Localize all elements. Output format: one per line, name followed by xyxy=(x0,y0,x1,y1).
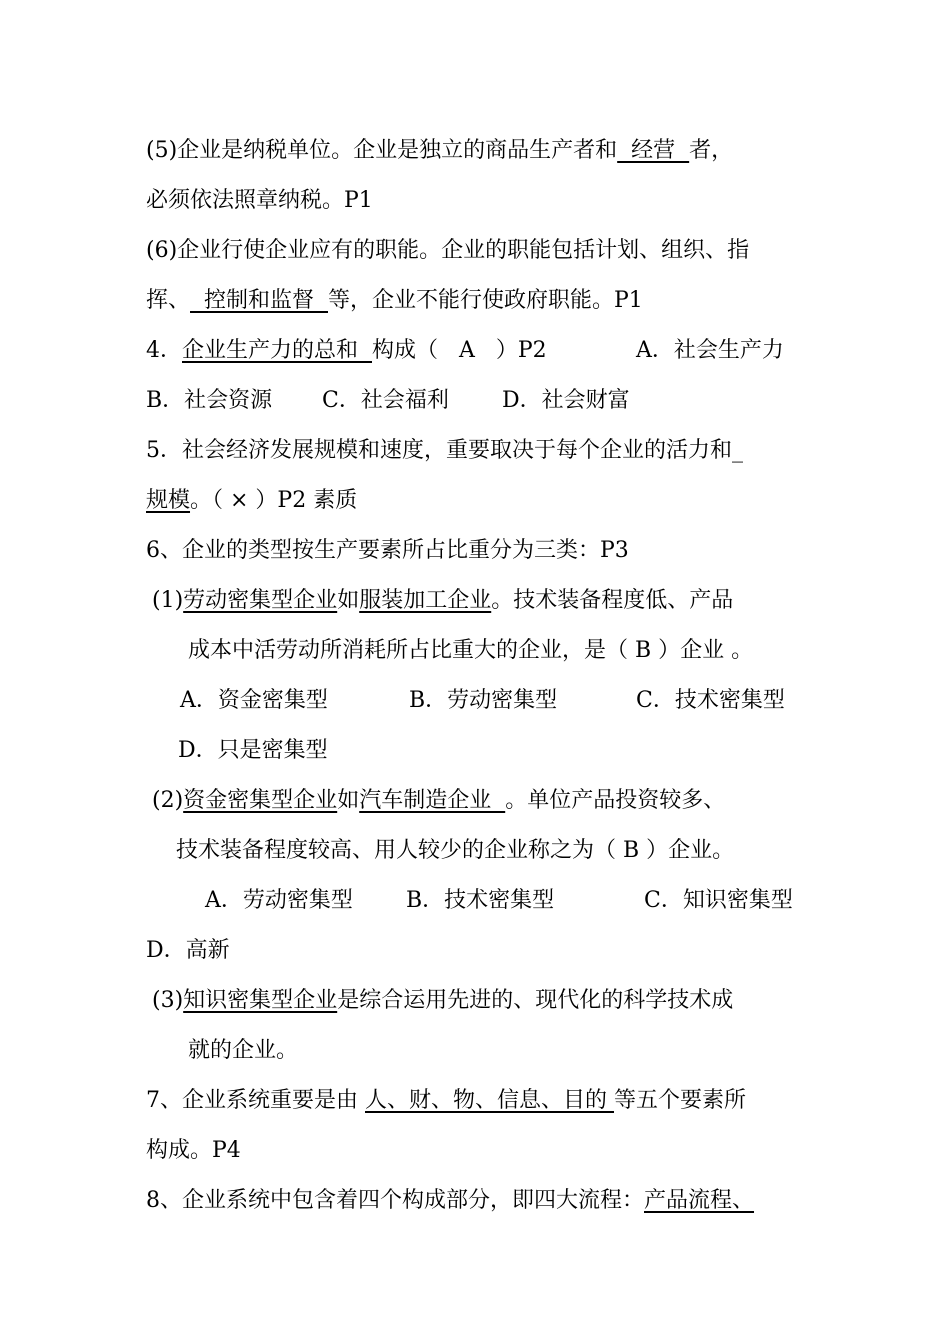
text-line xyxy=(0,184,950,218)
underlined-answer: 经营 xyxy=(617,138,690,163)
text-segment: 必须依法照章纳税。P1 xyxy=(146,188,373,213)
text-segment: 6、企业的类型按生产要素所占比重分为三类：P3 xyxy=(146,538,629,563)
text-line xyxy=(0,1084,950,1118)
text-segment: 等五个要素所 xyxy=(614,1088,747,1113)
text-segment: 8、企业系统中包含着四个构成部分，即四大流程： xyxy=(146,1188,644,1213)
text-segment: (3) xyxy=(152,988,184,1013)
text-line xyxy=(0,684,950,718)
text-line xyxy=(0,984,950,1018)
text-segment: 成本中活劳动所消耗所占比重大的企业，是（ B ）企业 。 xyxy=(188,638,754,663)
text-line xyxy=(0,934,950,968)
option-d: D．社会财富 xyxy=(502,388,630,413)
text-segment: 4． xyxy=(146,338,182,363)
text-line xyxy=(0,334,950,368)
underlined-answer: 人、财、物、信息、目的 xyxy=(365,1088,614,1113)
text-segment: 挥、 xyxy=(146,288,191,313)
text-line xyxy=(0,1034,950,1068)
underlined-example: 汽车制造企业 xyxy=(359,788,506,813)
text-line xyxy=(0,884,950,918)
text-segment: (2) xyxy=(152,788,184,813)
text-segment: 如 xyxy=(337,588,360,613)
text-line xyxy=(0,434,950,468)
text-line xyxy=(0,384,950,418)
underlined-answer: 控制和监督 xyxy=(190,288,328,313)
underlined-answer: 规模 xyxy=(146,488,191,513)
option-b: B．技术密集型 xyxy=(406,888,555,913)
text-line xyxy=(0,834,950,868)
text-segment: 5．社会经济发展规模和速度，重要取决于每个企业的活力和_ xyxy=(146,438,743,463)
option-a: A．资金密集型 xyxy=(180,688,328,713)
text-segment: (6)企业行使企业应有的职能。企业的职能包括计划、组织、指 xyxy=(146,238,750,263)
option-b: B．社会资源 xyxy=(146,388,273,413)
text-line xyxy=(0,134,950,168)
text-segment: 。（ × ）P2 素质 xyxy=(190,488,358,513)
text-segment: 等，企业不能行使政府职能。P1 xyxy=(328,288,643,313)
text-segment: 技术装备程度较高、用人较少的企业称之为（ B ）企业。 xyxy=(176,838,735,863)
text-line xyxy=(0,734,950,768)
text-segment: 。单位产品投资较多、 xyxy=(505,788,726,813)
text-line xyxy=(0,234,950,268)
underlined-answer: 产品流程、 xyxy=(644,1188,755,1213)
text-segment: (1) xyxy=(152,588,184,613)
text-segment: 。技术装备程度低、产品 xyxy=(491,588,734,613)
text-segment: 是综合运用先进的、现代化的科学技术成 xyxy=(337,988,734,1013)
text-segment: 如 xyxy=(337,788,360,813)
text-line xyxy=(0,634,950,668)
option-b: B．劳动密集型 xyxy=(409,688,558,713)
text-line xyxy=(0,484,950,518)
text-segment: 构成。P4 xyxy=(146,1138,241,1163)
text-segment: (5)企业是纳税单位。企业是独立的商品生产者和 xyxy=(146,138,618,163)
option-a: A．劳动密集型 xyxy=(205,888,353,913)
text-segment: 就的企业。 xyxy=(188,1038,299,1063)
text-line xyxy=(0,534,950,568)
text-line xyxy=(0,1184,950,1218)
text-line xyxy=(0,784,950,818)
text-line xyxy=(0,584,950,618)
underlined-term: 知识密集型企业 xyxy=(183,988,338,1013)
text-segment: 7、企业系统重要是由 xyxy=(146,1088,365,1113)
option-a: A．社会生产力 xyxy=(636,338,784,363)
option-c: C．知识密集型 xyxy=(644,888,793,913)
text-segment: 构成（ A ）P2 xyxy=(372,338,547,363)
underlined-example: 服装加工企业 xyxy=(359,588,492,613)
option-c: C．社会福利 xyxy=(322,388,449,413)
text-line xyxy=(0,284,950,318)
underlined-term: 资金密集型企业 xyxy=(183,788,338,813)
option-d: D．高新 xyxy=(146,938,230,963)
underlined-term: 劳动密集型企业 xyxy=(183,588,338,613)
option-c: C．技术密集型 xyxy=(636,688,785,713)
underlined-answer: 企业生产力的总和 xyxy=(182,338,372,363)
option-d: D．只是密集型 xyxy=(178,738,328,763)
text-segment: 者， xyxy=(689,138,734,163)
text-line xyxy=(0,1134,950,1168)
